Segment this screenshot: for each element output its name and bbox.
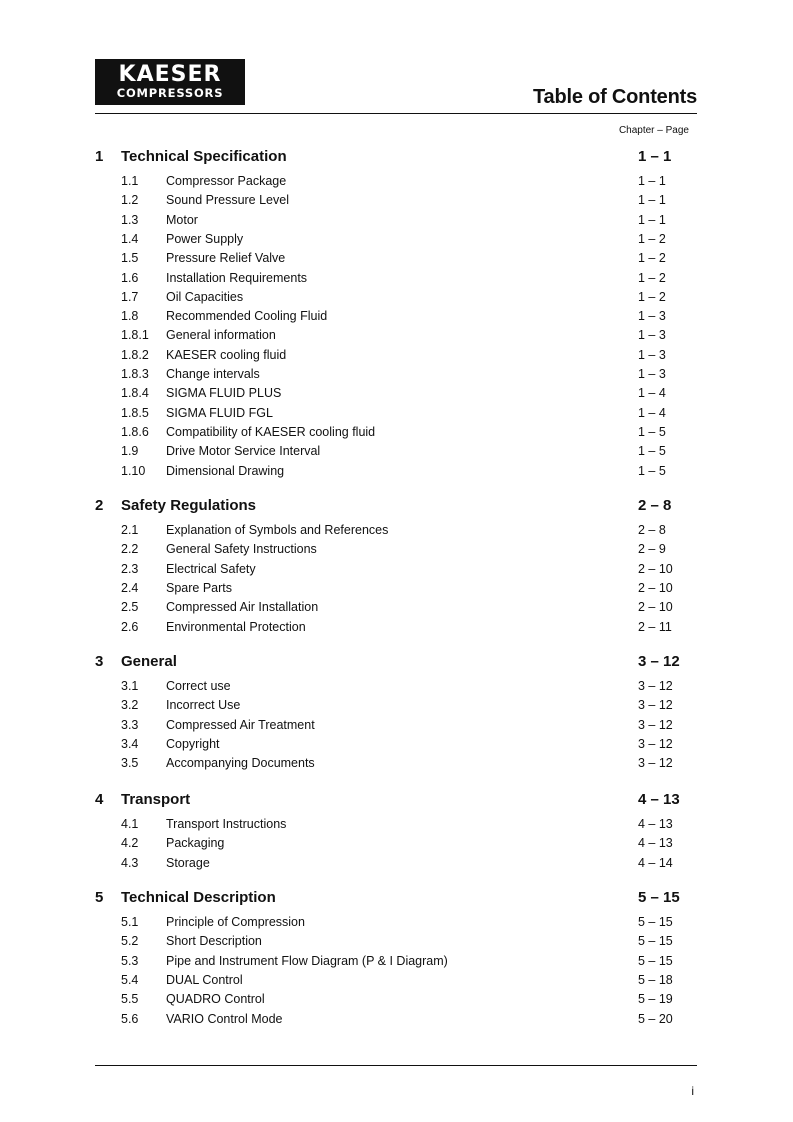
entry-title: Environmental Protection [166, 620, 312, 634]
toc-entry[interactable] [0, 326, 793, 345]
toc-entry[interactable] [0, 365, 793, 384]
entry-number: 1.5 [121, 251, 139, 265]
entry-number: 3.4 [121, 737, 139, 751]
entry-number: 4.1 [121, 817, 139, 831]
toc-entry[interactable] [0, 834, 793, 853]
entry-title-leader [166, 542, 630, 559]
section-number: 1 [95, 148, 104, 165]
entry-title: Compressed Air Treatment [166, 718, 321, 732]
entry-title-leader [166, 386, 630, 403]
toc-entry[interactable] [0, 677, 793, 696]
toc-entry[interactable] [0, 211, 793, 230]
entry-title: Motor [166, 213, 204, 227]
entry-title-leader [166, 213, 630, 230]
entry-title-leader [166, 328, 630, 345]
section-title-leader [121, 497, 630, 516]
entry-page-ref: 4 – 13 [638, 836, 673, 850]
toc-entry[interactable] [0, 462, 793, 481]
entry-title-leader [166, 1012, 630, 1029]
toc-entry[interactable] [0, 618, 793, 637]
toc-entry[interactable] [0, 716, 793, 735]
entry-number: 1.3 [121, 213, 139, 227]
entry-number: 3.5 [121, 756, 139, 770]
entry-title-leader [166, 581, 630, 598]
toc-entry[interactable] [0, 442, 793, 461]
entry-page-ref: 5 – 19 [638, 992, 673, 1006]
entry-title-leader [166, 718, 630, 735]
entry-title: Incorrect Use [166, 698, 246, 712]
entry-number: 1.8.1 [121, 328, 149, 342]
entry-number: 5.4 [121, 973, 139, 987]
entry-title-leader [166, 620, 630, 637]
section-title: Safety Regulations [121, 497, 262, 514]
entry-number: 1.8.5 [121, 406, 149, 420]
entry-title: Recommended Cooling Fluid [166, 309, 333, 323]
entry-page-ref: 3 – 12 [638, 698, 673, 712]
entry-title: DUAL Control [166, 973, 249, 987]
entry-title: Short Description [166, 934, 268, 948]
entry-title-leader [166, 698, 630, 715]
entry-title-leader [166, 251, 630, 268]
entry-number: 1.1 [121, 174, 139, 188]
section-title-leader [121, 889, 630, 908]
toc-entry[interactable] [0, 540, 793, 559]
entry-title: Correct use [166, 679, 237, 693]
section-page-ref: 1 – 1 [638, 148, 672, 165]
entry-title: SIGMA FLUID FGL [166, 406, 279, 420]
entry-page-ref: 1 – 5 [638, 425, 666, 439]
entry-title-leader [166, 309, 630, 326]
entry-title: Compatibility of KAESER cooling fluid [166, 425, 381, 439]
toc-entry[interactable] [0, 913, 793, 932]
entry-number: 4.2 [121, 836, 139, 850]
toc-entry[interactable] [0, 560, 793, 579]
entry-page-ref: 1 – 3 [638, 367, 666, 381]
section-page-ref: 5 – 15 [638, 889, 680, 906]
toc-section-heading[interactable] [0, 791, 793, 810]
entry-page-ref: 5 – 15 [638, 934, 673, 948]
entry-title: General Safety Instructions [166, 542, 323, 556]
entry-title-leader [166, 679, 630, 696]
entry-page-ref: 2 – 10 [638, 581, 673, 595]
entry-page-ref: 2 – 8 [638, 523, 666, 537]
entry-number: 1.8.3 [121, 367, 149, 381]
toc-entry[interactable] [0, 423, 793, 442]
entry-title: Sound Pressure Level [166, 193, 295, 207]
entry-number: 2.1 [121, 523, 139, 537]
entry-page-ref: 2 – 10 [638, 562, 673, 576]
section-title-leader [121, 148, 630, 167]
toc-entry[interactable] [0, 191, 793, 210]
section-number: 2 [95, 497, 104, 514]
entry-number: 4.3 [121, 856, 139, 870]
entry-page-ref: 1 – 3 [638, 309, 666, 323]
entry-title-leader [166, 600, 630, 617]
section-title: Transport [121, 791, 196, 808]
entry-title: SIGMA FLUID PLUS [166, 386, 287, 400]
toc-entry[interactable] [0, 346, 793, 365]
entry-title-leader [166, 737, 630, 754]
entry-number: 2.3 [121, 562, 139, 576]
toc-entry[interactable] [0, 230, 793, 249]
toc-entry[interactable] [0, 932, 793, 951]
entry-title: Oil Capacities [166, 290, 249, 304]
header-divider [95, 113, 697, 114]
toc-entry[interactable] [0, 735, 793, 754]
entry-title: Change intervals [166, 367, 266, 381]
entry-number: 1.8.2 [121, 348, 149, 362]
entry-number: 1.9 [121, 444, 139, 458]
toc-entry[interactable] [0, 1010, 793, 1029]
entry-page-ref: 5 – 15 [638, 915, 673, 929]
entry-title: KAESER cooling fluid [166, 348, 292, 362]
entry-number: 5.5 [121, 992, 139, 1006]
toc-entry[interactable] [0, 754, 793, 773]
entry-number: 2.5 [121, 600, 139, 614]
section-title: General [121, 653, 183, 670]
entry-number: 1.10 [121, 464, 146, 478]
entry-title: Transport Instructions [166, 817, 292, 831]
entry-title-leader [166, 954, 630, 971]
section-title: Technical Specification [121, 148, 293, 165]
entry-title: Accompanying Documents [166, 756, 321, 770]
entry-number: 1.8 [121, 309, 139, 323]
footer-divider [95, 1065, 697, 1066]
entry-title: Pipe and Instrument Flow Diagram (P & I Diagram) [166, 954, 454, 968]
entry-number: 2.6 [121, 620, 139, 634]
section-title-leader [121, 653, 630, 672]
entry-page-ref: 1 – 1 [638, 213, 666, 227]
entry-title: Explanation of Symbols and References [166, 523, 394, 537]
entry-number: 1.7 [121, 290, 139, 304]
entry-page-ref: 5 – 20 [638, 1012, 673, 1026]
page-title: Table of Contents [532, 86, 697, 108]
toc-entry[interactable] [0, 971, 793, 990]
entry-page-ref: 1 – 2 [638, 271, 666, 285]
toc-entry[interactable] [0, 598, 793, 617]
entry-number: 3.1 [121, 679, 139, 693]
toc-entry[interactable] [0, 521, 793, 540]
toc-entry[interactable] [0, 854, 793, 873]
entry-title-leader [166, 856, 630, 873]
toc-entry[interactable] [0, 384, 793, 403]
entry-number: 5.3 [121, 954, 139, 968]
entry-title-leader [166, 992, 630, 1009]
entry-title-leader [166, 817, 630, 834]
toc-section-heading[interactable] [0, 148, 793, 167]
entry-title-leader [166, 271, 630, 288]
section-number: 5 [95, 889, 104, 906]
entry-page-ref: 5 – 18 [638, 973, 673, 987]
entry-page-ref: 1 – 2 [638, 251, 666, 265]
entry-number: 5.6 [121, 1012, 139, 1026]
entry-title: Installation Requirements [166, 271, 313, 285]
entry-number: 5.1 [121, 915, 139, 929]
entry-page-ref: 3 – 12 [638, 679, 673, 693]
toc-section-heading[interactable] [0, 497, 793, 516]
toc-entry[interactable] [0, 990, 793, 1009]
entry-page-ref: 3 – 12 [638, 737, 673, 751]
entry-title-leader [166, 915, 630, 932]
section-page-ref: 4 – 13 [638, 791, 680, 808]
entry-page-ref: 1 – 2 [638, 232, 666, 246]
section-title: Technical Description [121, 889, 282, 906]
entry-title-leader [166, 193, 630, 210]
entry-page-ref: 4 – 14 [638, 856, 673, 870]
toc-entry[interactable] [0, 696, 793, 715]
entry-title: Compressed Air Installation [166, 600, 324, 614]
entry-page-ref: 1 – 5 [638, 464, 666, 478]
entry-number: 5.2 [121, 934, 139, 948]
entry-page-ref: 4 – 13 [638, 817, 673, 831]
entry-title: Spare Parts [166, 581, 238, 595]
entry-title: Pressure Relief Valve [166, 251, 291, 265]
logo-sub-text: COMPRESSORS [116, 86, 224, 100]
entry-page-ref: 1 – 3 [638, 328, 666, 342]
entry-title-leader [166, 425, 630, 442]
entry-title-leader [166, 290, 630, 307]
entry-page-ref: 1 – 2 [638, 290, 666, 304]
entry-title: QUADRO Control [166, 992, 271, 1006]
entry-title-leader [166, 934, 630, 951]
toc-entry[interactable] [0, 249, 793, 268]
toc-section-heading[interactable] [0, 889, 793, 908]
toc-entry[interactable] [0, 404, 793, 423]
entry-page-ref: 1 – 4 [638, 386, 666, 400]
page-number: i [691, 1084, 694, 1098]
entry-number: 2.2 [121, 542, 139, 556]
entry-title-leader [166, 973, 630, 990]
column-header-chapter-page: Chapter – Page [618, 125, 689, 136]
section-number: 4 [95, 791, 104, 808]
entry-number: 1.8.6 [121, 425, 149, 439]
entry-title: Principle of Compression [166, 915, 311, 929]
entry-number: 2.4 [121, 581, 139, 595]
entry-page-ref: 2 – 9 [638, 542, 666, 556]
entry-title: General information [166, 328, 282, 342]
entry-title-leader [166, 444, 630, 461]
entry-title: Compressor Package [166, 174, 292, 188]
toc-entry[interactable] [0, 269, 793, 288]
entry-number: 1.6 [121, 271, 139, 285]
entry-title: Packaging [166, 836, 230, 850]
entry-title-leader [166, 836, 630, 853]
toc-entry[interactable] [0, 172, 793, 191]
entry-title: Drive Motor Service Interval [166, 444, 326, 458]
section-title-leader [121, 791, 630, 810]
entry-title: Electrical Safety [166, 562, 262, 576]
section-number: 3 [95, 653, 104, 670]
toc-entry[interactable] [0, 952, 793, 971]
entry-page-ref: 1 – 1 [638, 174, 666, 188]
section-page-ref: 2 – 8 [638, 497, 672, 514]
entry-page-ref: 2 – 11 [638, 620, 672, 634]
toc-section-heading[interactable] [0, 653, 793, 672]
entry-title: Copyright [166, 737, 226, 751]
entry-page-ref: 3 – 12 [638, 718, 673, 732]
entry-title-leader [166, 406, 630, 423]
entry-page-ref: 5 – 15 [638, 954, 673, 968]
entry-title-leader [166, 464, 630, 481]
company-logo [95, 59, 245, 105]
toc-entry[interactable] [0, 579, 793, 598]
entry-title-leader [166, 367, 630, 384]
entry-page-ref: 2 – 10 [638, 600, 673, 614]
toc-entry[interactable] [0, 815, 793, 834]
entry-page-ref: 1 – 3 [638, 348, 666, 362]
entry-title-leader [166, 562, 630, 579]
entry-title: Power Supply [166, 232, 249, 246]
toc-entry[interactable] [0, 288, 793, 307]
logo-brand-text: KAESER [118, 62, 222, 87]
entry-title-leader [166, 348, 630, 365]
section-page-ref: 3 – 12 [638, 653, 680, 670]
entry-title-leader [166, 523, 630, 540]
entry-title: Dimensional Drawing [166, 464, 290, 478]
entry-number: 3.3 [121, 718, 139, 732]
entry-title: VARIO Control Mode [166, 1012, 288, 1026]
entry-number: 1.4 [121, 232, 139, 246]
toc-entry[interactable] [0, 307, 793, 326]
entry-page-ref: 1 – 1 [638, 193, 666, 207]
entry-number: 3.2 [121, 698, 139, 712]
entry-title: Storage [166, 856, 216, 870]
entry-page-ref: 1 – 5 [638, 444, 666, 458]
entry-number: 1.8.4 [121, 386, 149, 400]
entry-title-leader [166, 756, 630, 773]
entry-title-leader [166, 174, 630, 191]
entry-page-ref: 1 – 4 [638, 406, 666, 420]
entry-page-ref: 3 – 12 [638, 756, 673, 770]
entry-number: 1.2 [121, 193, 139, 207]
entry-title-leader [166, 232, 630, 249]
